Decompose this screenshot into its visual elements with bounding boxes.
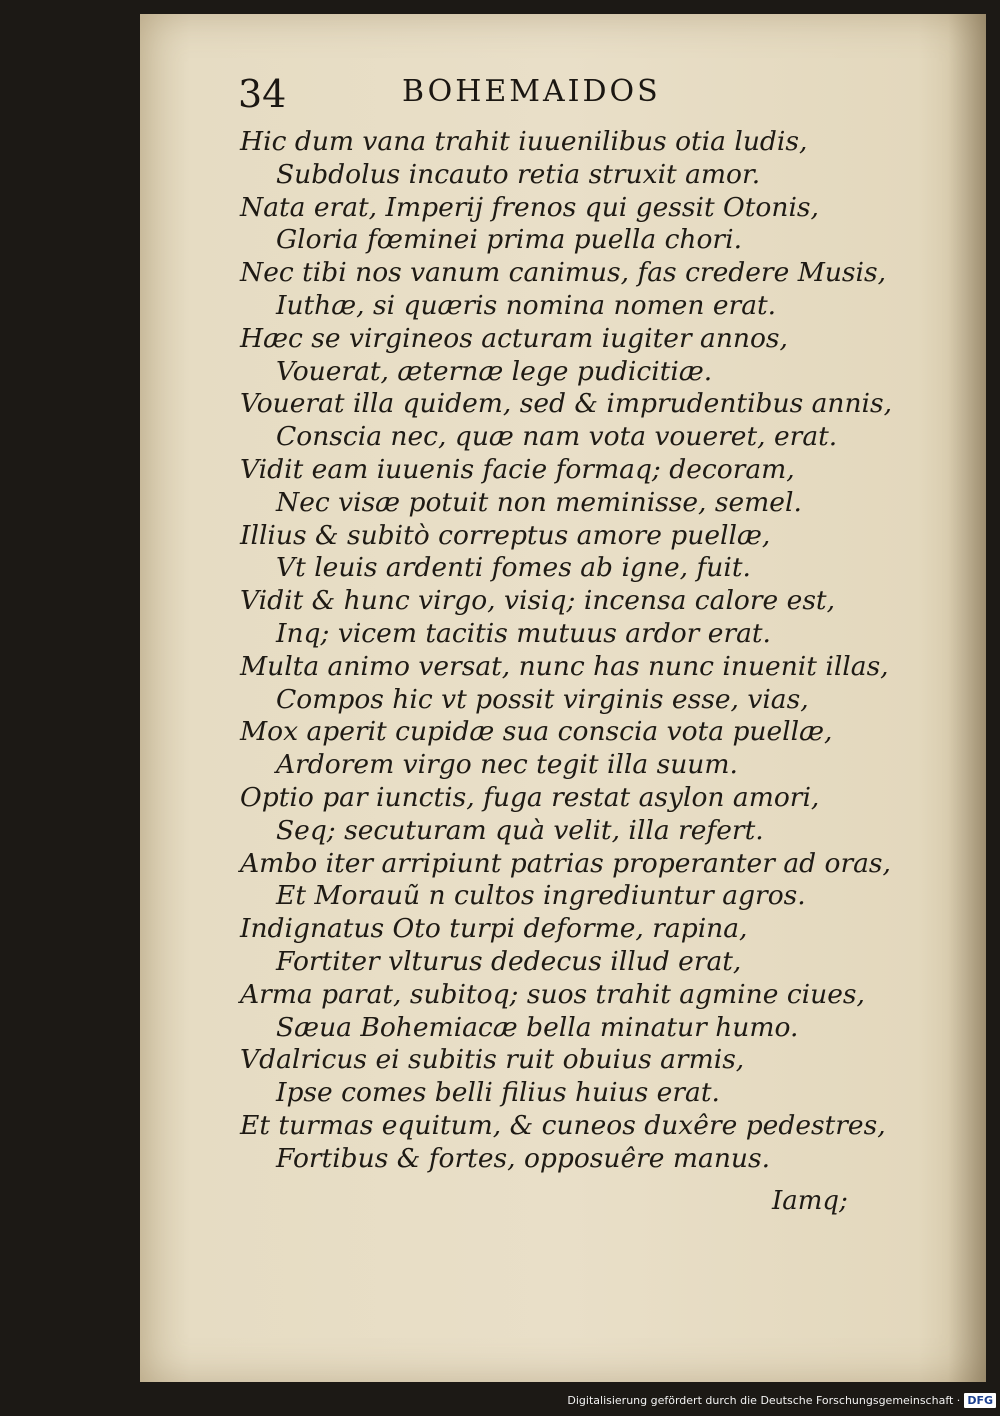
pentameter-line: Nec visæ potuit non meminisse, semel. [276,486,802,518]
verse-block [240,126,980,1176]
hexameter-line: Arma parat, subitoq; suos trahit agmine ciues, [240,978,865,1010]
hexameter-line: Hæc se virgineos acturam iugiter annos, [240,322,788,354]
hexameter-line: Nata erat, Imperij frenos qui gessit Otonis, [240,191,819,223]
hexameter-line: Vdalricus ei subitis ruit obuius armis, [240,1044,745,1076]
hexameter-line: Et turmas equitum, & cuneos duxêre pedestres, [240,1109,886,1141]
hexameter-line: Vidit & hunc virgo, visiq; incensa calore est, [240,585,836,617]
book-page [140,14,986,1382]
catchword: Iamq; [772,1186,848,1216]
pentameter-line: Et Morauũ n cultos ingrediuntur agros. [276,880,806,912]
digitization-footer [567,1390,996,1410]
hexameter-line: Vouerat illa quidem, sed & imprudentibus annis, [240,388,893,420]
running-head: BOHEMAIDOS [402,74,661,109]
hexameter-line: Hic dum vana trahit iuuenilibus otia ludis, [240,126,808,157]
pentameter-line: Sæua Bohemiacæ bella minatur humo. [276,1011,799,1043]
pentameter-line: Conscia nec, quæ nam vota voueret, erat. [276,421,838,453]
pentameter-line: Iuthæ, si quæris nomina nomen erat. [276,289,777,321]
pentameter-line: Gloria fœminei prima puella chori. [276,224,743,256]
pentameter-line: Seq; secuturam quà velit, illa refert. [276,814,764,846]
pentameter-line: Vouerat, æternæ lege pudicitiæ. [276,355,713,387]
pentameter-line: Compos hic vt possit virginis esse, vias, [276,683,809,715]
hexameter-line: Optio par iunctis, fuga restat asylon amori, [240,781,820,813]
pentameter-line: Ipse comes belli filius huius erat. [276,1077,720,1109]
pentameter-line: Fortiter vlturus dedecus illud erat, [276,945,742,977]
hexameter-line: Indignatus Oto turpi deforme, rapina, [240,913,748,945]
page-header [140,66,986,126]
pentameter-line: Inq; vicem tacitis mutuus ardor erat. [276,617,771,649]
pentameter-line: Subdolus incauto retia struxit amor. [276,158,761,190]
funding-credit: Digitalisierung gefördert durch die Deutsche Forschungsgemeinschaft · [567,1393,961,1407]
pentameter-line: Ardorem virgo nec tegit illa suum. [276,749,738,781]
hexameter-line: Mox aperit cupidæ sua conscia vota puellæ, [240,716,833,748]
pentameter-line: Vt leuis ardenti fomes ab igne, fuit. [276,552,751,584]
hexameter-line: Nec tibi nos vanum canimus, fas credere Musis, [240,257,886,289]
dfg-logo-icon: DFG [964,1393,996,1408]
hexameter-line: Ambo iter arripiunt patrias properanter ad oras, [240,847,891,879]
page-number: 34 [238,72,287,116]
hexameter-line: Illius & subitò correptus amore puellæ, [240,519,771,551]
hexameter-line: Vidit eam iuuenis facie formaq; decoram, [240,453,795,485]
pentameter-line: Fortibus & fortes, opposuêre manus. [276,1142,771,1174]
hexameter-line: Multa animo versat, nunc has nunc inuenit illas, [240,650,889,682]
